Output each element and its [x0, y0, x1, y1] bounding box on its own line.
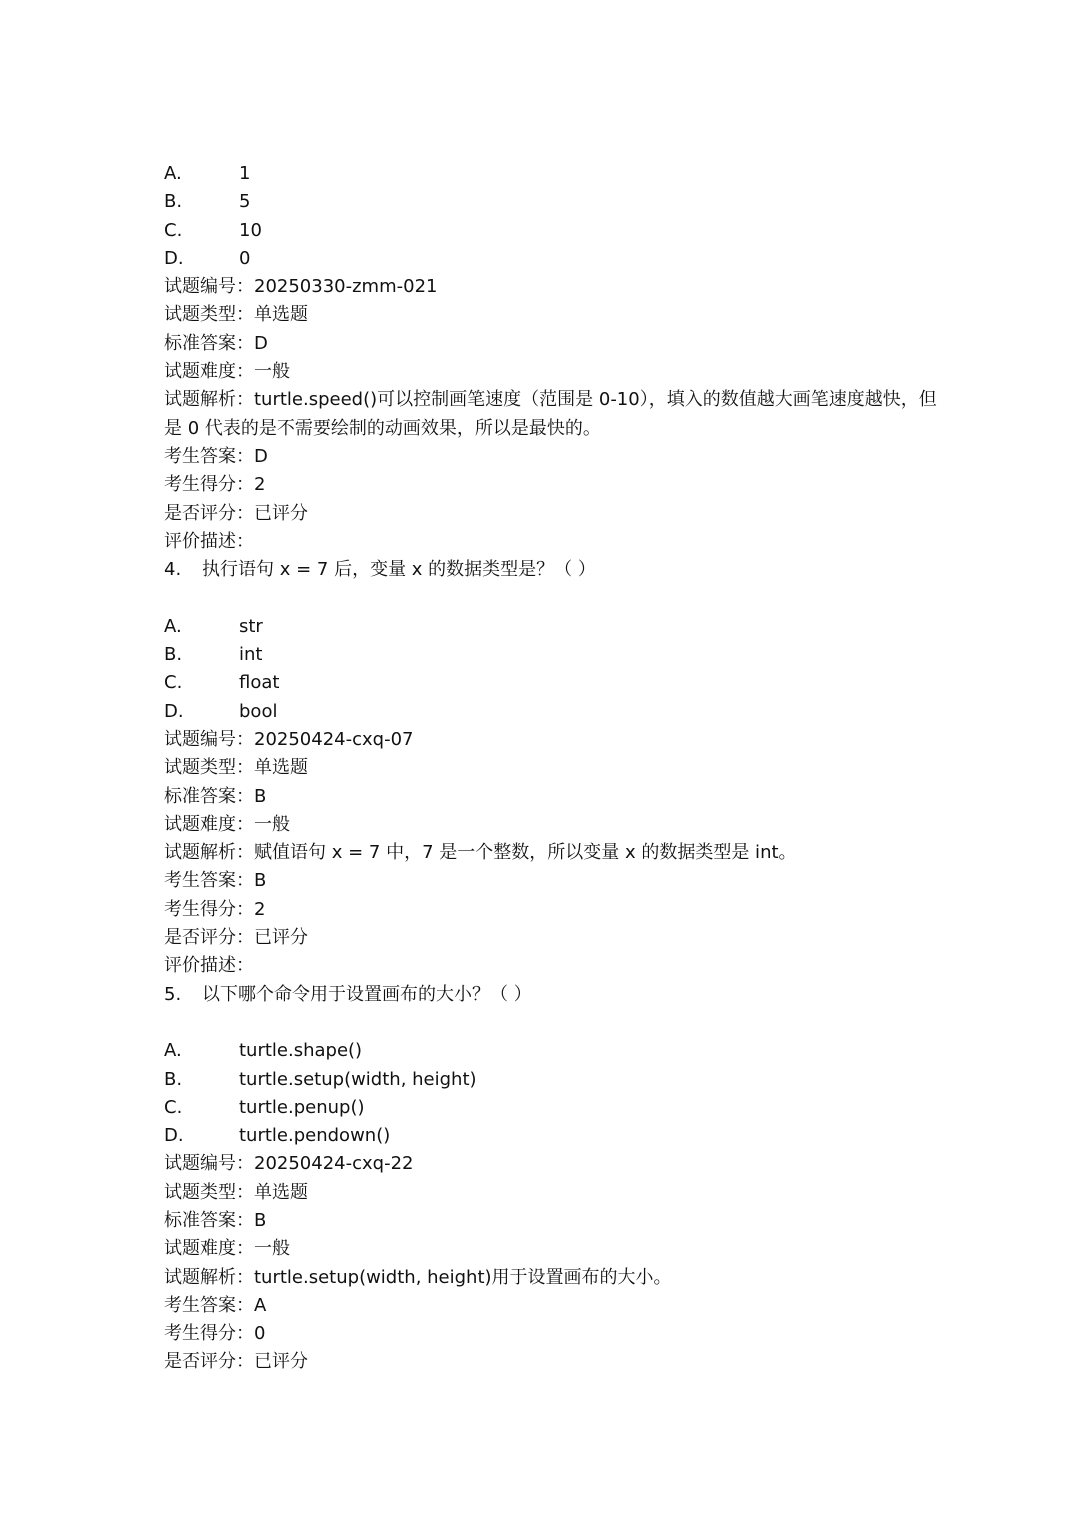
field-graded [164, 500, 944, 528]
option-letter: B. [164, 644, 183, 666]
field-difficulty [164, 358, 944, 386]
option-text: 5 [239, 191, 251, 213]
field-value: 已评分 [254, 502, 308, 524]
field-value: 20250424-cxq-22 [254, 1153, 414, 1175]
field-label: 试题编号： [164, 276, 254, 298]
option-text: turtle.penup() [239, 1096, 365, 1118]
question-5-block [164, 981, 944, 1377]
field-value: 赋值语句 x = 7 中，7 是一个整数，所以变量 x 的数据类型是 int。 [254, 842, 797, 864]
field-value: 单选题 [254, 757, 308, 779]
question-3-block [164, 160, 944, 556]
option-text: int [239, 644, 263, 666]
field-value: 一般 [254, 1238, 290, 1260]
field-label: 是否评分： [164, 502, 254, 524]
option-letter: B. [164, 1068, 183, 1090]
field-label: 考生得分： [164, 474, 254, 496]
field-value: B [254, 1209, 267, 1231]
field-value: 单选题 [254, 304, 308, 326]
option-letter: D. [164, 247, 184, 269]
option-letter: C. [164, 672, 183, 694]
option-text: bool [239, 700, 278, 722]
option-letter: D. [164, 700, 184, 722]
field-label: 试题解析： [164, 1266, 254, 1288]
option-text: 10 [239, 219, 262, 241]
field-student-answer [164, 1292, 944, 1320]
field-label: 试题解析： [164, 842, 254, 864]
field-label: 试题难度： [164, 361, 254, 383]
field-label: 试题难度： [164, 813, 254, 835]
field-label: 考生得分： [164, 898, 254, 920]
field-comment [164, 528, 944, 556]
field-analysis [164, 839, 944, 867]
field-difficulty [164, 811, 944, 839]
field-value: B [254, 785, 267, 807]
field-analysis [164, 386, 944, 443]
option-letter: A. [164, 615, 182, 637]
field-question-id [164, 273, 944, 301]
field-standard-answer [164, 330, 944, 358]
field-value: 2 [254, 474, 266, 496]
question-stem [164, 556, 944, 584]
field-label: 试题类型： [164, 304, 254, 326]
field-graded [164, 924, 944, 952]
option-d [164, 698, 944, 726]
field-label: 考生答案： [164, 870, 254, 892]
question-text: 以下哪个命令用于设置画布的大小？（ ） [202, 983, 532, 1005]
field-value: B [254, 870, 267, 892]
field-label: 标准答案： [164, 1209, 254, 1231]
option-letter: D. [164, 1125, 184, 1147]
field-label: 标准答案： [164, 785, 254, 807]
field-score [164, 896, 944, 924]
blank-line [164, 1009, 944, 1037]
field-label: 考生答案： [164, 445, 254, 467]
option-b [164, 188, 944, 216]
blank-line [164, 584, 944, 612]
field-label: 考生答案： [164, 1294, 254, 1316]
field-graded [164, 1348, 944, 1376]
option-d [164, 1122, 944, 1150]
field-question-id [164, 1150, 944, 1178]
field-value: 一般 [254, 361, 290, 383]
field-student-answer [164, 443, 944, 471]
field-value: 20250330-zmm-021 [254, 276, 438, 298]
field-value: D [254, 332, 268, 354]
option-letter: B. [164, 191, 183, 213]
field-label: 试题编号： [164, 1153, 254, 1175]
option-text: turtle.shape() [239, 1040, 363, 1062]
option-text: turtle.setup(width, height) [239, 1068, 477, 1090]
field-question-type [164, 754, 944, 782]
field-standard-answer [164, 783, 944, 811]
field-value: 一般 [254, 813, 290, 835]
question-4-block [164, 556, 944, 980]
field-label: 试题编号： [164, 728, 254, 750]
option-c [164, 1094, 944, 1122]
field-label: 评价描述： [164, 530, 254, 552]
option-c [164, 669, 944, 697]
question-number: 4. [164, 559, 182, 581]
field-value: 已评分 [254, 1351, 308, 1373]
field-student-answer [164, 867, 944, 895]
field-label: 考生得分： [164, 1323, 254, 1345]
field-value: turtle.setup(width, height)用于设置画布的大小。 [254, 1266, 672, 1288]
field-value: 单选题 [254, 1181, 308, 1203]
field-standard-answer [164, 1207, 944, 1235]
option-a [164, 613, 944, 641]
field-label: 试题解析： [164, 389, 254, 411]
option-b [164, 641, 944, 669]
field-question-type [164, 1179, 944, 1207]
field-difficulty [164, 1235, 944, 1263]
question-text: 执行语句 x = 7 后，变量 x 的数据类型是？（ ） [202, 559, 596, 581]
field-question-type [164, 301, 944, 329]
option-text: 1 [239, 163, 251, 184]
field-value: turtle.speed()可以控制画笔速度（范围是 0-10），填入的数值越大画笔速度越快，但是 0 代表的是不需要绘制的动画效果，所以是最快的。 [164, 389, 937, 439]
option-letter: C. [164, 219, 183, 241]
option-text: 0 [239, 247, 251, 269]
option-a [164, 1037, 944, 1065]
field-score [164, 1320, 944, 1348]
field-label: 标准答案： [164, 332, 254, 354]
field-value: D [254, 445, 268, 467]
option-text: str [239, 615, 263, 637]
field-label: 是否评分： [164, 1351, 254, 1373]
option-letter: A. [164, 1040, 182, 1062]
field-label: 试题难度： [164, 1238, 254, 1260]
field-value: A [254, 1294, 267, 1316]
document-content [164, 160, 944, 1377]
option-b [164, 1066, 944, 1094]
field-value: 20250424-cxq-07 [254, 728, 414, 750]
field-value: 2 [254, 898, 266, 920]
field-value: 0 [254, 1323, 266, 1345]
field-label: 评价描述： [164, 955, 254, 977]
field-question-id [164, 726, 944, 754]
option-a [164, 160, 944, 188]
field-value: 已评分 [254, 927, 308, 949]
field-analysis [164, 1264, 944, 1292]
field-comment [164, 952, 944, 980]
field-score [164, 471, 944, 499]
question-stem [164, 981, 944, 1009]
option-c [164, 217, 944, 245]
option-letter: C. [164, 1096, 183, 1118]
option-d [164, 245, 944, 273]
option-text: turtle.pendown() [239, 1125, 391, 1147]
question-number: 5. [164, 983, 182, 1005]
option-letter: A. [164, 163, 182, 184]
field-label: 试题类型： [164, 757, 254, 779]
field-label: 试题类型： [164, 1181, 254, 1203]
option-text: float [239, 672, 280, 694]
field-label: 是否评分： [164, 927, 254, 949]
